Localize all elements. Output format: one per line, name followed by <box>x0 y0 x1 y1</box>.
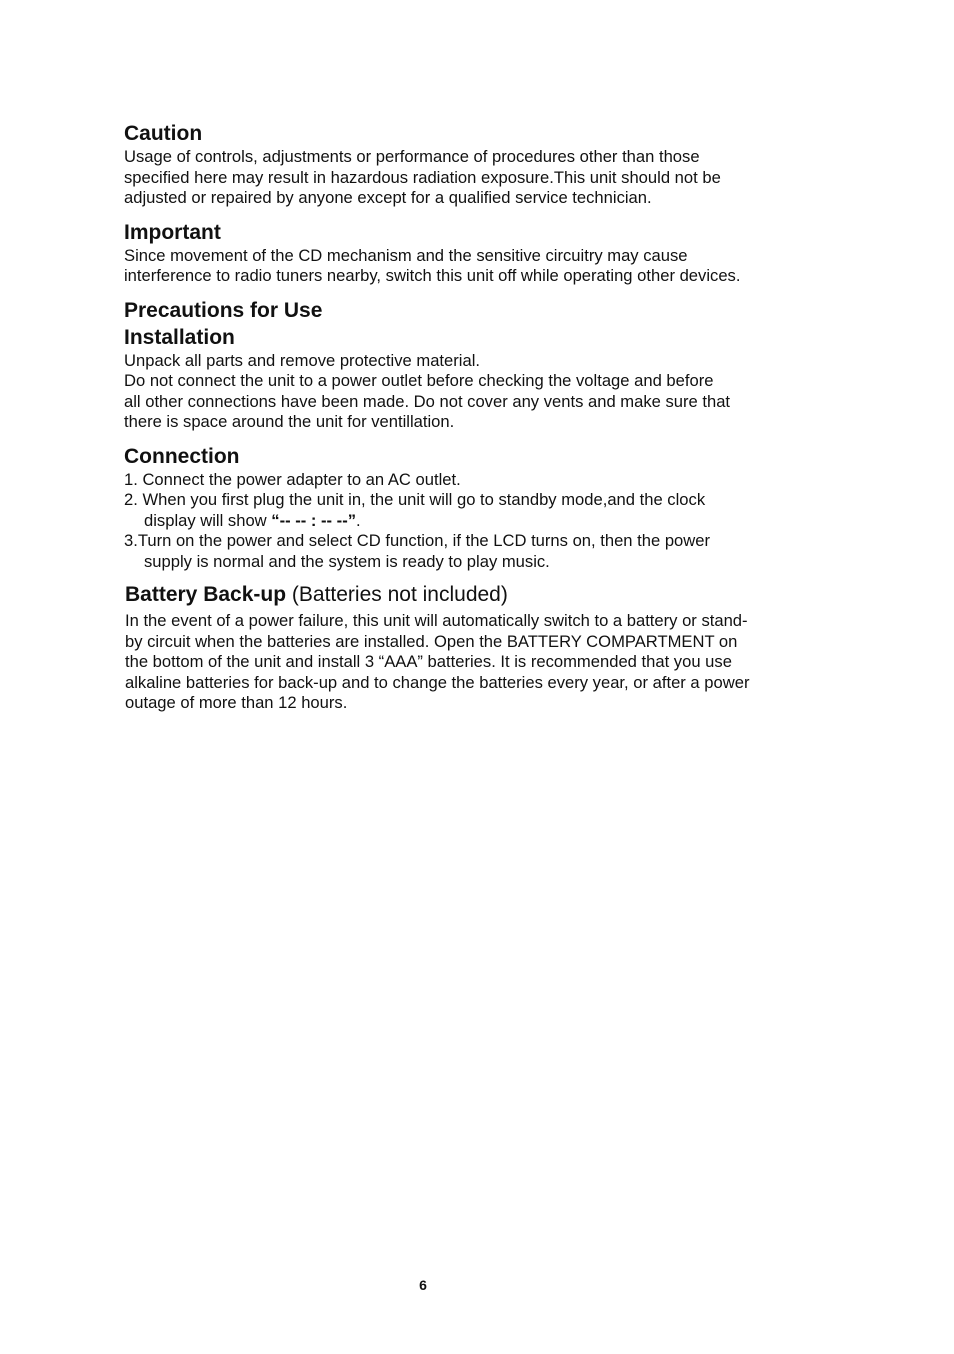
battery-heading <box>125 582 824 608</box>
page-number: 6 <box>419 1277 427 1293</box>
connection-item-1: 1. Connect the power adapter to an AC outlet. <box>124 469 461 489</box>
connection-item-2-post: . <box>356 510 361 530</box>
important-line-1: Since movement of the CD mechanism and the sensitive circuitry may cause <box>124 245 688 265</box>
important-heading: Important <box>124 220 221 244</box>
installation-line-4: there is space around the unit for ventillation. <box>124 412 455 431</box>
connection-item-3-line-1: 3.Turn on the power and select CD function, if the LCD turns on, then the power <box>124 531 711 550</box>
caution-section <box>124 121 824 209</box>
important-section <box>124 220 824 287</box>
connection-heading: Connection <box>124 444 240 468</box>
connection-item-3-line-2: supply is normal and the system is ready to play music. <box>144 551 550 571</box>
installation-line-1: Unpack all parts and remove protective material. <box>124 350 481 370</box>
battery-heading-bold: Battery Back-up <box>125 583 287 606</box>
important-line-2: interference to radio tuners nearby, switch this unit off while operating other devices. <box>124 266 741 285</box>
installation-line-2: Do not connect the unit to a power outlet before checking the voltage and before <box>124 371 714 390</box>
connection-item-2-line-2 <box>124 511 824 532</box>
precautions-section <box>124 298 824 324</box>
battery-section <box>124 582 824 714</box>
installation-heading: Installation <box>124 325 235 349</box>
caution-heading: Caution <box>124 122 203 145</box>
precautions-heading: Precautions for Use <box>124 298 323 322</box>
caution-line-3: adjusted or repaired by anyone except for a qualified service technician. <box>124 188 652 207</box>
installation-line-3: all other connections have been made. Do not cover any vents and make sure that <box>124 391 731 411</box>
content <box>124 121 824 714</box>
battery-line-5: outage of more than 12 hours. <box>125 693 348 712</box>
clock-display-text: “-- -- : -- --” <box>271 510 357 530</box>
battery-body <box>125 611 824 714</box>
battery-line-3: the bottom of the unit and install 3 “AAA” batteries. It is recommended that you use <box>125 652 732 671</box>
caution-line-2: specified here may result in hazardous radiation exposure.This unit should not be <box>124 167 721 187</box>
connection-item-2-pre: display will show <box>144 510 272 530</box>
connection-item-2-line-1: 2. When you first plug the unit in, the unit will go to standby mode,and the clock <box>124 490 706 509</box>
connection-section <box>124 444 824 573</box>
battery-heading-note: (Batteries not included) <box>286 583 508 606</box>
battery-line-1: In the event of a power failure, this unit will automatically switch to a battery or stand- <box>125 611 748 630</box>
battery-line-2: by circuit when the batteries are installed. Open the BATTERY COMPARTMENT on <box>125 631 738 651</box>
installation-section <box>124 325 824 433</box>
battery-line-4: alkaline batteries for back-up and to change the batteries every year, or after a power <box>125 672 750 692</box>
caution-line-1: Usage of controls, adjustments or performance of procedures other than those <box>124 147 700 166</box>
